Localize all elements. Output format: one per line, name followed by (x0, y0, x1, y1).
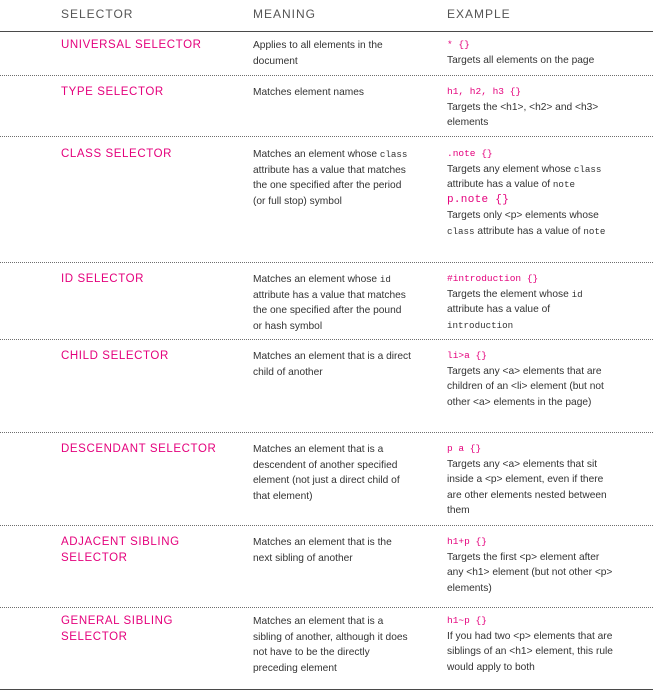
table-row (0, 137, 653, 263)
header-example: EXAMPLE (447, 7, 511, 21)
example-code: #introduction {} (447, 273, 539, 284)
example-text-code: class (447, 225, 475, 237)
selector-meaning: Matches an element that is a sibling of another, although it does not have to be the directly preceding element (253, 616, 408, 674)
header-meaning: MEANING (253, 7, 317, 21)
example-text-part: attribute has a value of (447, 304, 551, 315)
example-text-code: introduction (447, 319, 514, 331)
example-text: If you had two <p> elements that are siblings of an <h1> element, this rule would apply to both (447, 630, 613, 673)
example-text (447, 287, 617, 334)
example-code: p a {} (447, 443, 482, 454)
table-row (0, 526, 653, 608)
selector-example (447, 613, 617, 675)
example-text: Targets all elements on the page (447, 54, 595, 66)
header-selector: SELECTOR (61, 7, 134, 21)
table-row (0, 263, 653, 340)
selector-example (447, 84, 617, 131)
selector-meaning: Matches an element that is a descendent of another specified element (not just a direct child of that element) (253, 444, 400, 502)
example-text-part: attribute has a value of (477, 225, 581, 237)
selector-example (447, 534, 617, 596)
selector-meaning: Matches an element that is a direct child of another (253, 351, 411, 378)
example-text (447, 208, 617, 239)
example-text-code: id (571, 288, 583, 300)
selector-name: CHILD SELECTOR (61, 350, 169, 362)
selector-example (447, 37, 617, 68)
selector-example (447, 271, 617, 333)
example-code: h1+p {} (447, 536, 487, 547)
example-text: Targets the first <p> element after any <h1> element (but not other <p> elements) (447, 551, 613, 594)
example-code: h1~p {} (447, 615, 487, 626)
meaning-code: class (379, 149, 408, 160)
table-row (0, 32, 653, 76)
selector-meaning (253, 147, 413, 209)
example-text: Targets any <a> elements that sit inside a <p> element, even if there are other elements nested between them (447, 458, 607, 516)
selector-meaning: Matches an element that is the next sibling of another (253, 537, 392, 564)
example-code: .note {} (447, 148, 493, 159)
example-text-part: attribute has a value of (447, 179, 551, 190)
selector-example (447, 146, 617, 239)
table-row (0, 76, 653, 137)
example-text-part: Targets the element whose (447, 288, 569, 300)
example-code: h1, h2, h3 {} (447, 86, 522, 97)
selector-meaning (253, 272, 413, 334)
example-code: li>a {} (447, 350, 487, 361)
selector-example (447, 441, 617, 519)
table-header (0, 0, 653, 32)
example-text-part: Targets only <p> elements whose (447, 210, 599, 221)
meaning-code: id (379, 274, 391, 285)
meaning-text: Matches an element whose (253, 149, 378, 160)
table-row (0, 433, 653, 526)
example-text-code: note (552, 179, 575, 190)
selector-example (447, 348, 617, 410)
selector-name: UNIVERSAL SELECTOR (61, 39, 202, 51)
example-code: p.note {} (447, 193, 510, 206)
selector-meaning: Matches element names (253, 87, 364, 98)
table-row (0, 340, 653, 433)
selector-name: TYPE SELECTOR (61, 86, 164, 98)
example-text (447, 162, 617, 193)
meaning-text: attribute has a value that matches the one specified after the period (or full stop) symbol (253, 164, 406, 207)
selector-name: ID SELECTOR (61, 273, 145, 285)
table-row (0, 608, 653, 690)
example-text-code: note (583, 225, 606, 237)
selector-name: GENERAL SIBLING SELECTOR (61, 615, 174, 643)
meaning-text: attribute has a value that matches the one specified after the pound or hash symbol (253, 289, 406, 332)
selector-name: CLASS SELECTOR (61, 148, 173, 160)
example-text-code: class (573, 163, 602, 175)
selector-meaning: Applies to all elements in the document (253, 40, 383, 67)
example-code: * {} (447, 39, 470, 50)
example-text: Targets any <a> elements that are children of an <li> element (but not other <a> elements in the page) (447, 365, 604, 408)
selector-name: DESCENDANT SELECTOR (61, 443, 217, 455)
example-text-part: Targets any element whose (447, 163, 572, 175)
selector-name: ADJACENT SIBLING SELECTOR (61, 536, 180, 564)
example-text: Targets the <h1>, <h2> and <h3> elements (447, 101, 599, 128)
meaning-text: Matches an element whose (253, 274, 378, 285)
